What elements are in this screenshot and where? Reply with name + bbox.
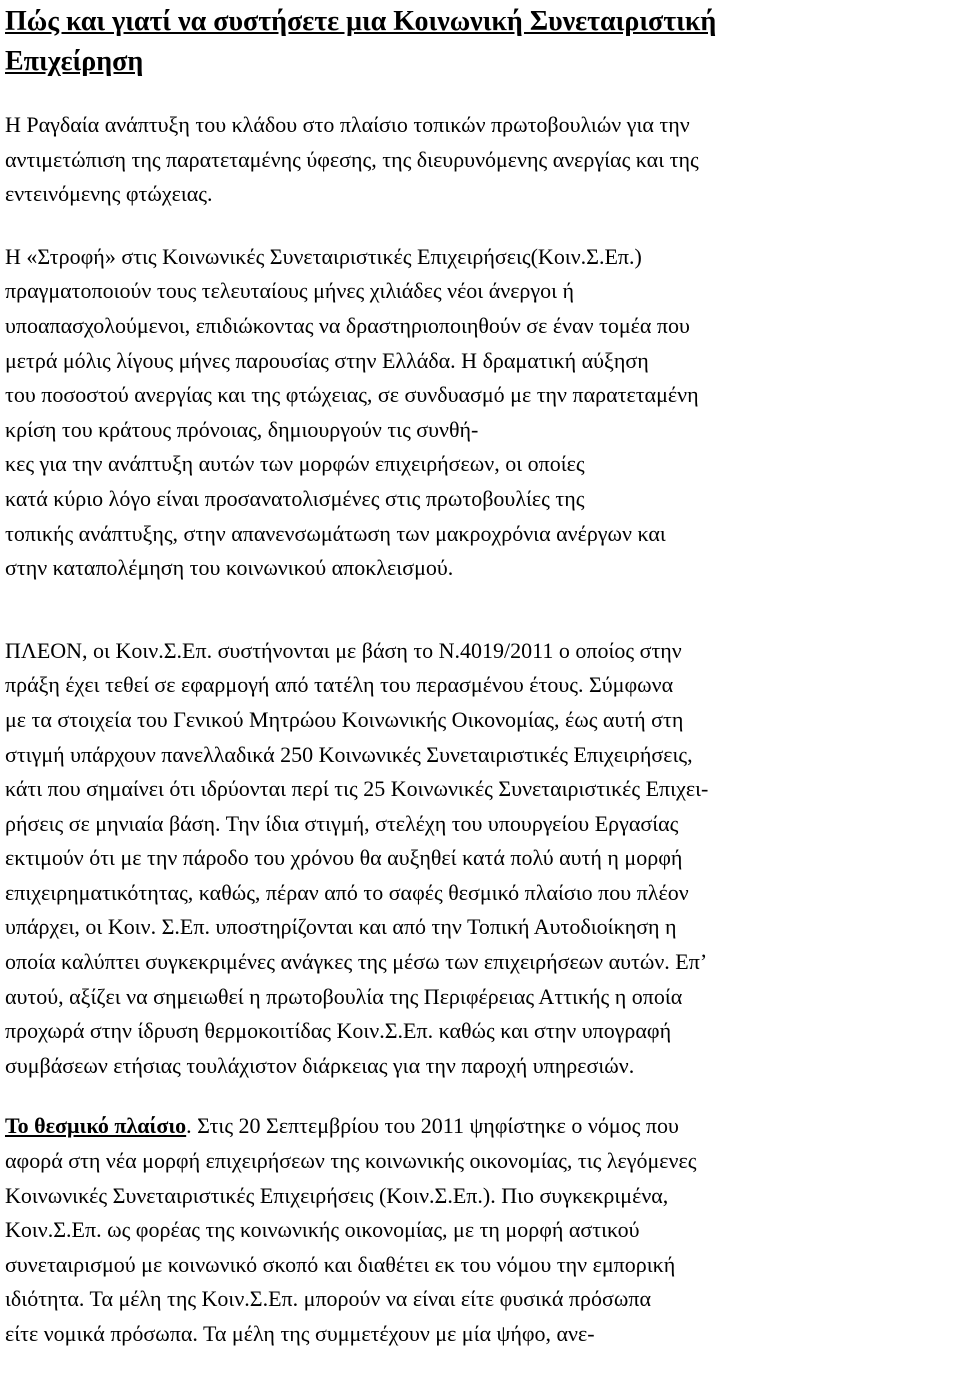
- title-line: Επιχείρηση: [5, 46, 144, 77]
- text-line: στην καταπολέμηση του κοινωνικού αποκλεισμού.: [5, 555, 454, 581]
- text-line: προχωρά στην ίδρυση θερμοκοιτίδας Κοιν.Σ.Επ. καθώς και στην υπογραφή: [5, 1018, 672, 1044]
- text-span: . Στις 20 Σεπτεμβρίου του 2011 ψηφίστηκε ο νόμος που: [186, 1113, 679, 1139]
- text-line: επιχειρηματικότητας, καθώς, πέραν από το σαφές θεσμικό πλαίσιο που πλέον: [5, 879, 689, 905]
- text-line: αφορά στη νέα μορφή επιχειρήσεων της κοινωνικής οικονομίας, τις λεγόμενες: [5, 1148, 697, 1174]
- text-line: οποία καλύπτει συγκεκριμένες ανάγκες της μέσω των επιχειρήσεων αυτών. Επ’: [5, 949, 708, 975]
- text-line: συνεταιρισμού με κοινωνικό σκοπό και διαθέτει εκ του νόμου την εμπορική: [5, 1251, 676, 1277]
- text-line: κατά κύριο λόγο είναι προσανατολισμένες στις πρωτοβουλίες της: [5, 485, 585, 511]
- text-line: Η «Στροφή» στις Κοινωνικές Συνεταιριστικές Επιχειρήσεις(Κοιν.Σ.Επ.): [5, 243, 642, 269]
- paragraph-now: [5, 634, 955, 1084]
- document-page: [5, 0, 955, 1352]
- text-line: τοπικής ανάπτυξης, στην απανενσωμάτωση των μακροχρόνια ανέργων και: [5, 520, 666, 546]
- text-line: αντιμετώπιση της παρατεταμένης ύφεσης, της διευρυνόμενης ανεργίας και της: [5, 146, 699, 172]
- spacer: [5, 212, 955, 240]
- text-line: κρίση του κράτους πρόνοιας, δημιουργούν τις συνθή-: [5, 416, 479, 442]
- text-line: συμβάσεων ετήσιας τουλάχιστον διάρκειας για την παροχή υπηρεσιών.: [5, 1052, 635, 1078]
- text-line: Κοινωνικές Συνεταιριστικές Επιχειρήσεις (Κοιν.Σ.Επ.). Πιο συγκεκριμένα,: [5, 1182, 669, 1208]
- text-line: του ποσοστού ανεργίας και της φτώχειας, σε συνδυασμό με την παρατεταμένη: [5, 382, 699, 408]
- spacer: [5, 1083, 955, 1109]
- text-line: ιδιότητα. Τα μέλη της Κοιν.Σ.Επ. μπορούν να είναι είτε φυσικά πρόσωπα: [5, 1286, 651, 1312]
- text-line: ρήσεις σε μηνιαία βάση. Την ίδια στιγμή, στελέχη του υπουργείου Εργασίας: [5, 810, 679, 836]
- document-title: [5, 0, 955, 82]
- text-line: εντεινόμενης φτώχειας.: [5, 181, 213, 207]
- text-line: μετρά μόλις λίγους μήνες παρουσίας στην Ελλάδα. Η δραματική αύξηση: [5, 347, 649, 373]
- text-line: υποαπασχολούμενοι, επιδιώκοντας να δραστηριοποιηθούν σε έναν τομέα που: [5, 312, 690, 338]
- text-line: [5, 1109, 955, 1144]
- text-line: Κοιν.Σ.Επ. ως φορέας της κοινωνικής οικονομίας, με τη μορφή αστικού: [5, 1217, 640, 1243]
- text-line: στιγμή υπάρχουν πανελλαδικά 250 Κοινωνικές Συνεταιριστικές Επιχειρήσεις,: [5, 741, 693, 767]
- paragraph-turn: [5, 240, 955, 586]
- text-line: είτε νομικά πρόσωπα. Τα μέλη της συμμετέχουν με μία ψήφο, ανε-: [5, 1321, 595, 1346]
- spacer: [5, 82, 955, 108]
- text-line: πραγματοποιούν τους τελευταίους μήνες χιλιάδες νέοι άνεργοι ή: [5, 278, 575, 304]
- text-line: πράξη έχει τεθεί σε εφαρμογή από τατέλη του περασμένου έτους. Σύμφωνα: [5, 672, 674, 698]
- text-line: κες για την ανάπτυξη αυτών των μορφών επιχειρήσεων, οι οποίες: [5, 451, 585, 477]
- spacer: [5, 586, 955, 634]
- section-heading: Το θεσμικό πλαίσιο: [5, 1113, 187, 1139]
- paragraph-legal-framework: [5, 1109, 955, 1351]
- text-line: Η Ραγδαία ανάπτυξη του κλάδου στο πλαίσιο τοπικών πρωτοβουλιών για την: [5, 112, 690, 137]
- text-line: αυτού, αξίζει να σημειωθεί η πρωτοβουλία της Περιφέρειας Αττικής η οποία: [5, 983, 683, 1009]
- text-line: εκτιμούν ότι με την πάροδο του χρόνου θα αυξηθεί κατά πολύ αυτή η μορφή: [5, 845, 683, 871]
- paragraph-intro: [5, 108, 955, 212]
- text-line: με τα στοιχεία του Γενικού Μητρώου Κοινωνικής Οικονομίας, έως αυτή στη: [5, 706, 684, 732]
- text-line: κάτι που σημαίνει ότι ιδρύονται περί τις 25 Κοινωνικές Συνεταιριστικές Επιχει-: [5, 776, 709, 802]
- text-line: υπάρχει, οι Κοιν. Σ.Επ. υποστηρίζονται και από την Τοπική Αυτοδιοίκηση η: [5, 914, 677, 940]
- text-line: ΠΛΕΟΝ, οι Κοιν.Σ.Επ. συστήνονται με βάση το Ν.4019/2011 ο οποίος στην: [5, 637, 682, 663]
- title-line: Πώς και γιατί να συστήσετε μια Κοινωνική Συνεταιριστική: [5, 6, 717, 37]
